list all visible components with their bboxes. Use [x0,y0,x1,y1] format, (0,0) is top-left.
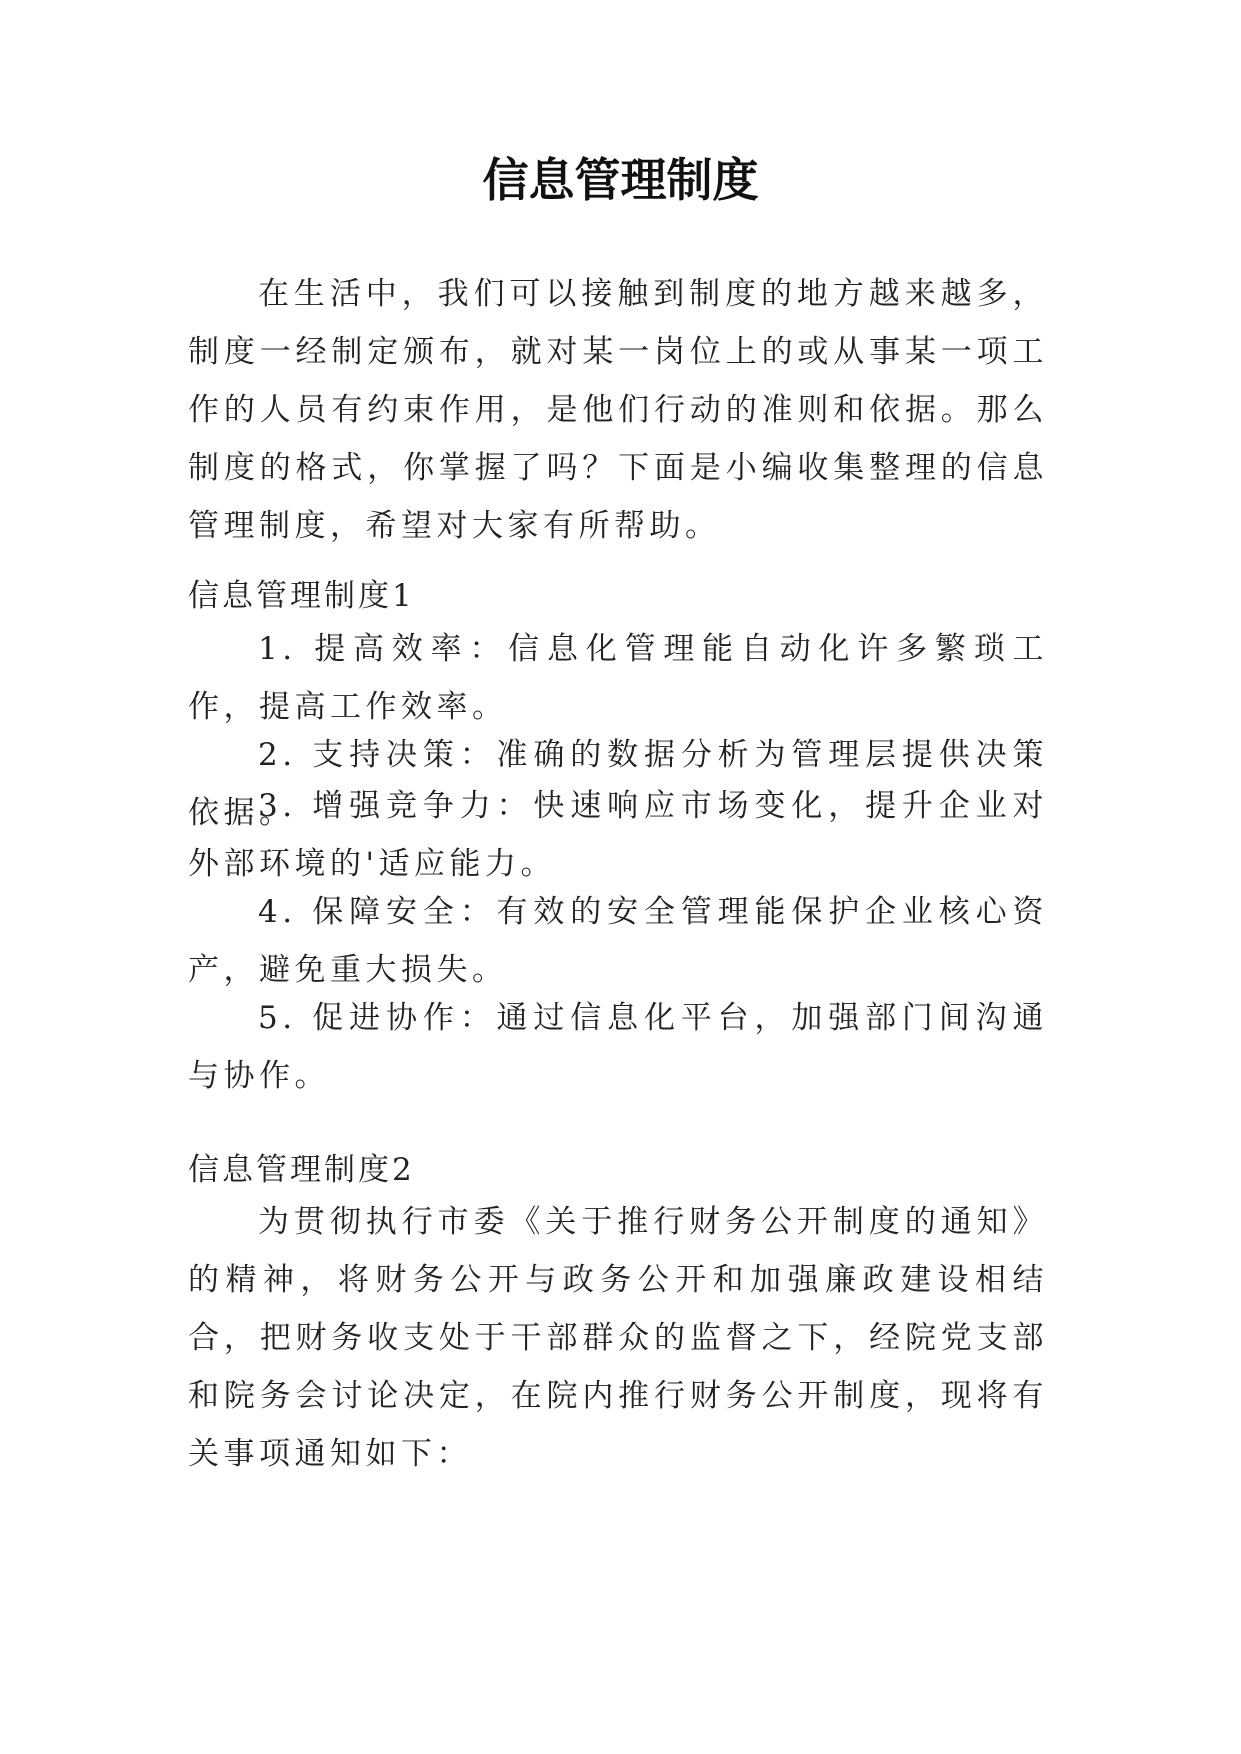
document-title: 信息管理制度 [482,153,759,207]
section-2-heading: 信息管理制度2 [188,1152,415,1188]
intro-paragraph: 在生活中，我们可以接触到制度的地方越来越多，制度一经制定颁布，就对某一岗位上的或从事某一项工作的人员有约束作用，是他们行动的准则和依据。那么制度的格式，你掌握了吗？下面是小编收集整理的信息管理制度，希望对大家有所帮助。 [188,276,1048,544]
section-2-paragraph: 为贯彻执行市委《关于推行财务公开制度的通知》的精神，将财务公开与政务公开和加强廉政建设相结合，把财务收支处于干部群众的监督之下，经院党支部和院务会讨论决定，在院内推行财务公开制度，现将有关事项通知如下： [188,1204,1048,1472]
list-item: 5. 促进协作：通过信息化平台，加强部门间沟通与协作。 [188,1000,1048,1094]
list-item: 4. 保障安全：有效的安全管理能保护企业核心资产，避免重大损失。 [188,894,1048,988]
list-item: 1. 提高效率：信息化管理能自动化许多繁琐工作，提高工作效率。 [188,631,1048,725]
list-item: 2. 支持决策：准确的数据分析为管理层提供决策依据。 [188,737,1048,831]
list-item: 3. 增强竞争力：快速响应市场变化，提升企业对外部环境的'适应能力。 [188,788,1048,882]
section-1-heading: 信息管理制度1 [188,578,415,614]
